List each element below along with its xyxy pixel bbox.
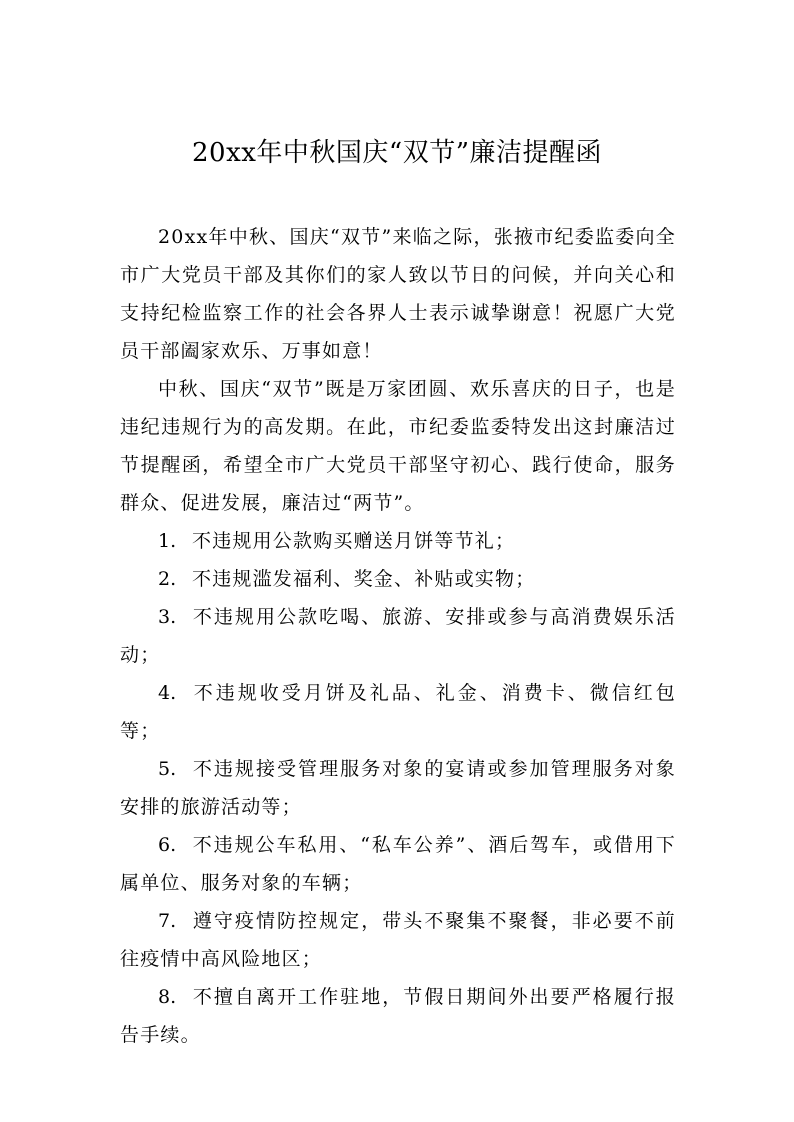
list-item [120,560,676,598]
list-item [120,674,676,750]
item-text: 不违规用公款吃喝、旅游、安排或参与高消费娱乐活动； [120,606,676,666]
list-item [120,826,676,902]
item-text: 不违规滥发福利、奖金、补贴或实物； [192,568,536,590]
item-number: 3. [158,606,177,628]
list-item [120,902,676,978]
item-text: 不违规收受月饼及礼品、礼金、消费卡、微信红包等； [120,682,676,742]
list-item [120,978,676,1054]
item-number: 7. [158,910,177,932]
item-number: 8. [158,986,177,1008]
paragraph-greeting: 20xx年中秋、国庆“双节”来临之际，张掖市纪委监委向全市广大党员干部及其你们的家人致以节日的问候，并向关心和支持纪检监察工作的社会各界人士表示诚挚谢意！祝愿广大党员干部阖家欢乐、万事如意！ [120,226,676,362]
item-text: 不违规接受管理服务对象的宴请或参加管理服务对象安排的旅游活动等； [120,758,676,818]
item-text: 不违规公车私用、“私车公养”、酒后驾车，或借用下属单位、服务对象的车辆； [120,834,676,894]
item-number: 2. [158,568,177,590]
list-item [120,598,676,674]
item-number: 4. [158,682,177,704]
item-text: 不擅自离开工作驻地，节假日期间外出要严格履行报告手续。 [120,986,676,1046]
document-body [120,218,676,1054]
list-item [120,750,676,826]
item-number: 5. [158,758,177,780]
paragraph-reminder: 中秋、国庆“双节”既是万家团圆、欢乐喜庆的日子，也是违纪违规行为的高发期。在此，市纪委监委特发出这封廉洁过节提醒函，希望全市广大党员干部坚守初心、践行使命，服务群众、促进发展，廉洁过“两节”。 [120,378,676,514]
document-title: 20xx年中秋国庆“双节”廉洁提醒函 [192,138,602,168]
item-number: 1. [158,530,177,552]
list-item [120,522,676,560]
item-text: 遵守疫情防控规定，带头不聚集不聚餐，非必要不前往疫情中高风险地区； [120,910,676,970]
item-text: 不违规用公款购买赠送月饼等节礼； [192,530,516,552]
item-number: 6. [158,834,177,856]
